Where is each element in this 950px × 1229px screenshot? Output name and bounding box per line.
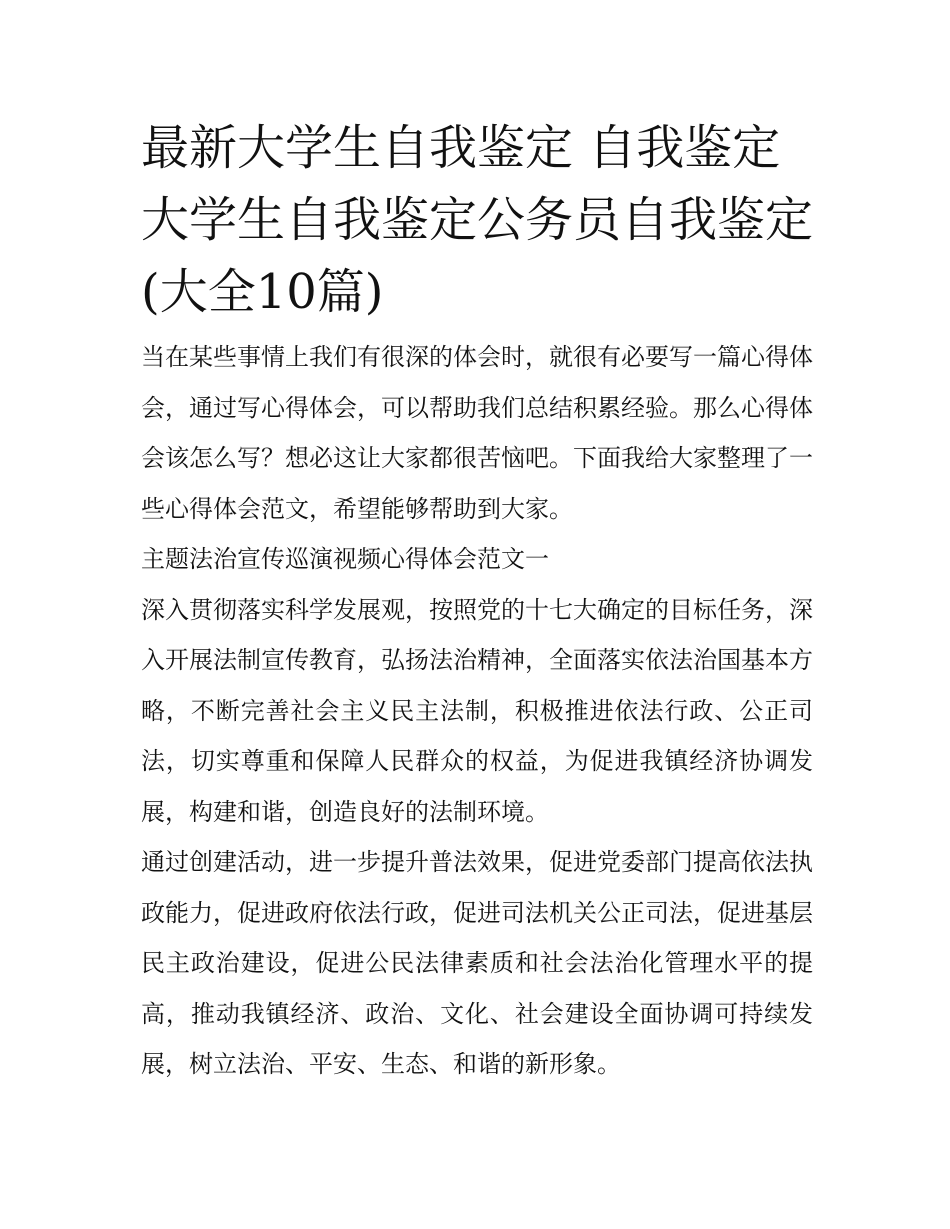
document-body xyxy=(141,112,813,1090)
document-title: 最新大学生自我鉴定 自我鉴定大学生自我鉴定公务员自我鉴定(大全10篇) xyxy=(141,120,814,320)
body-paragraph-1: 深入贯彻落实科学发展观，按照党的十七大确定的目标任务，深入开展法制宣传教育，弘扬法治精神，全面落实依法治国基本方略，不断完善社会主义民主法制，积极推进依法行政、公正司法，切实尊重和保障人民群众的权益，为促进我镇经济协调发展，构建和谐，创造良好的法制环境。 xyxy=(141,595,813,826)
intro-paragraph: 当在某些事情上我们有很深的体会时，就很有必要写一篇心得体会，通过写心得体会，可以帮助我们总结积累经验。那么心得体会该怎么写？想必这让大家都很苦恼吧。下面我给大家整理了一些心得体会范文，希望能够帮助到大家。 xyxy=(141,343,813,523)
section-heading: 主题法治宣传巡演视频心得体会范文一 xyxy=(141,545,549,573)
body-paragraph-2: 通过创建活动，进一步提升普法效果，促进党委部门提高依法执政能力，促进政府依法行政，促进司法机关公正司法，促进基层民主政治建设，促进公民法律素质和社会法治化管理水平的提高，推动我镇经济、政治、文化、社会建设全面协调可持续发展，树立法治、平安、生态、和谐的新形象。 xyxy=(141,848,813,1078)
